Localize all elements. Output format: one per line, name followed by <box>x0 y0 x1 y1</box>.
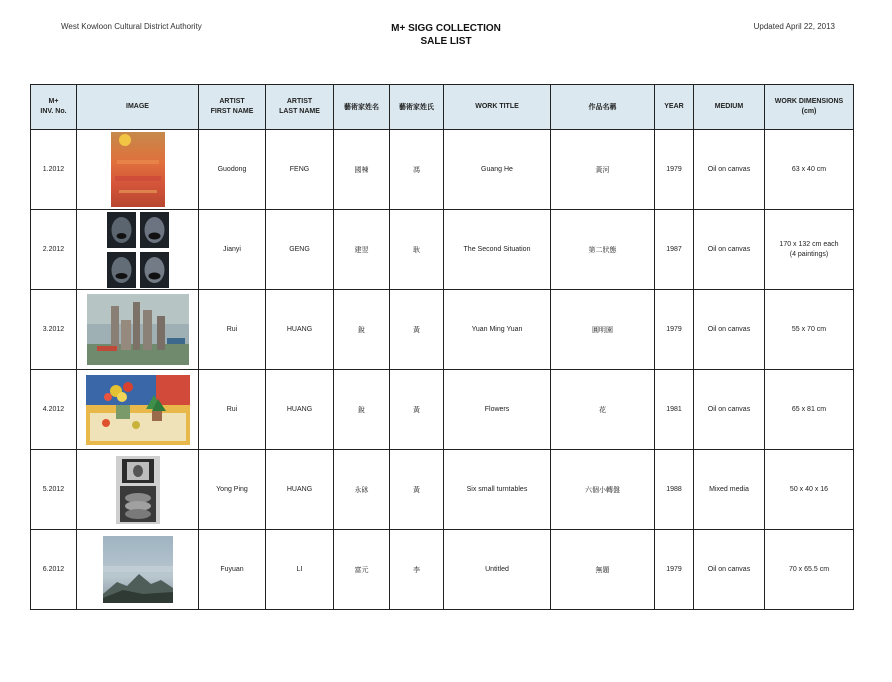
col-image: IMAGE <box>77 85 199 130</box>
table-row <box>31 210 854 290</box>
work-cn-title: 圓明園 <box>551 290 655 370</box>
work-cn-title: 六個小轉盤 <box>551 450 655 530</box>
dimensions: 63 x 40 cm <box>765 130 854 210</box>
work-cn-title: 第二狀態 <box>551 210 655 290</box>
medium: Oil on canvas <box>694 210 765 290</box>
medium: Oil on canvas <box>694 290 765 370</box>
col-work-title: WORK TITLE <box>444 85 551 130</box>
artwork-thumbnail <box>77 370 199 450</box>
artwork-thumbnail <box>77 290 199 370</box>
medium: Mixed media <box>694 450 765 530</box>
inv-no: 6.2012 <box>31 530 77 610</box>
turntables-mixed-media-photo <box>116 456 160 524</box>
artist-last-name: GENG <box>266 210 334 290</box>
artist-first-name: Yong Ping <box>199 450 266 530</box>
inv-no: 1.2012 <box>31 130 77 210</box>
year: 1981 <box>655 370 694 450</box>
artist-last-name: LI <box>266 530 334 610</box>
inv-no: 4.2012 <box>31 370 77 450</box>
medium: Oil on canvas <box>694 370 765 450</box>
artist-first-name: Fuyuan <box>199 530 266 610</box>
col-inv-no: M+ INV. No. <box>31 85 77 130</box>
col-first-name: ARTIST FIRST NAME <box>199 85 266 130</box>
dimensions: 170 x 132 cm each (4 paintings) <box>765 210 854 290</box>
artist-last-name: HUANG <box>266 290 334 370</box>
col-year: YEAR <box>655 85 694 130</box>
artist-cn-first-name: 富元 <box>334 530 390 610</box>
artist-cn-last-name: 黃 <box>390 450 444 530</box>
abstract-red-orange-painting <box>111 132 165 207</box>
work-cn-title: 黃河 <box>551 130 655 210</box>
year: 1987 <box>655 210 694 290</box>
medium: Oil on canvas <box>694 530 765 610</box>
artist-first-name: Jianyi <box>199 210 266 290</box>
artist-last-name: HUANG <box>266 370 334 450</box>
dimensions: 55 x 70 cm <box>765 290 854 370</box>
artist-cn-last-name: 耿 <box>390 210 444 290</box>
col-medium: MEDIUM <box>694 85 765 130</box>
artist-cn-first-name: 銳 <box>334 290 390 370</box>
sale-list-table <box>30 84 854 610</box>
organization-name: West Kowloon Cultural District Authority <box>61 22 202 31</box>
artwork-thumbnail <box>77 130 199 210</box>
artwork-thumbnail <box>77 210 199 290</box>
four-laughing-faces-painting <box>107 212 169 288</box>
medium: Oil on canvas <box>694 130 765 210</box>
work-title: Guang He <box>444 130 551 210</box>
year: 1979 <box>655 290 694 370</box>
artist-cn-first-name: 國棟 <box>334 130 390 210</box>
work-cn-title: 無題 <box>551 530 655 610</box>
artist-cn-last-name: 黃 <box>390 290 444 370</box>
artwork-thumbnail <box>77 450 199 530</box>
work-title: Flowers <box>444 370 551 450</box>
flowers-still-life-painting <box>86 375 190 445</box>
table-row <box>31 370 854 450</box>
artist-cn-first-name: 永砯 <box>334 450 390 530</box>
updated-date: Updated April 22, 2013 <box>753 22 835 31</box>
work-title: Yuan Ming Yuan <box>444 290 551 370</box>
artist-first-name: Rui <box>199 370 266 450</box>
col-dimensions: WORK DIMENSIONS (cm) <box>765 85 854 130</box>
year: 1988 <box>655 450 694 530</box>
work-title: Untitled <box>444 530 551 610</box>
inv-no: 3.2012 <box>31 290 77 370</box>
year: 1979 <box>655 130 694 210</box>
col-cn-last-name: 藝術家姓氏 <box>390 85 444 130</box>
artist-cn-first-name: 銳 <box>334 370 390 450</box>
table-row <box>31 530 854 610</box>
table-row <box>31 450 854 530</box>
col-last-name: ARTIST LAST NAME <box>266 85 334 130</box>
table-row <box>31 130 854 210</box>
yuan-ming-yuan-ruins-painting <box>87 294 189 365</box>
artist-cn-last-name: 李 <box>390 530 444 610</box>
artist-first-name: Rui <box>199 290 266 370</box>
artist-cn-last-name: 馮 <box>390 130 444 210</box>
artwork-thumbnail <box>77 530 199 610</box>
artist-first-name: Guodong <box>199 130 266 210</box>
col-cn-work-title: 作品名稱 <box>551 85 655 130</box>
artist-cn-last-name: 黃 <box>390 370 444 450</box>
title-line-1: M+ SIGG COLLECTION <box>391 23 501 34</box>
title-line-2: SALE LIST <box>420 36 472 47</box>
inv-no: 2.2012 <box>31 210 77 290</box>
dimensions: 70 x 65.5 cm <box>765 530 854 610</box>
dimensions: 50 x 40 x 16 <box>765 450 854 530</box>
work-cn-title: 花 <box>551 370 655 450</box>
work-title: Six small turntables <box>444 450 551 530</box>
dimensions: 65 x 81 cm <box>765 370 854 450</box>
artist-last-name: FENG <box>266 130 334 210</box>
misty-mountain-landscape-painting <box>103 536 173 603</box>
work-title: The Second Situation <box>444 210 551 290</box>
col-cn-first-name: 藝術家姓名 <box>334 85 390 130</box>
inv-no: 5.2012 <box>31 450 77 530</box>
year: 1979 <box>655 530 694 610</box>
table-row <box>31 290 854 370</box>
header-row <box>31 85 854 130</box>
artist-last-name: HUANG <box>266 450 334 530</box>
artist-cn-first-name: 建翌 <box>334 210 390 290</box>
